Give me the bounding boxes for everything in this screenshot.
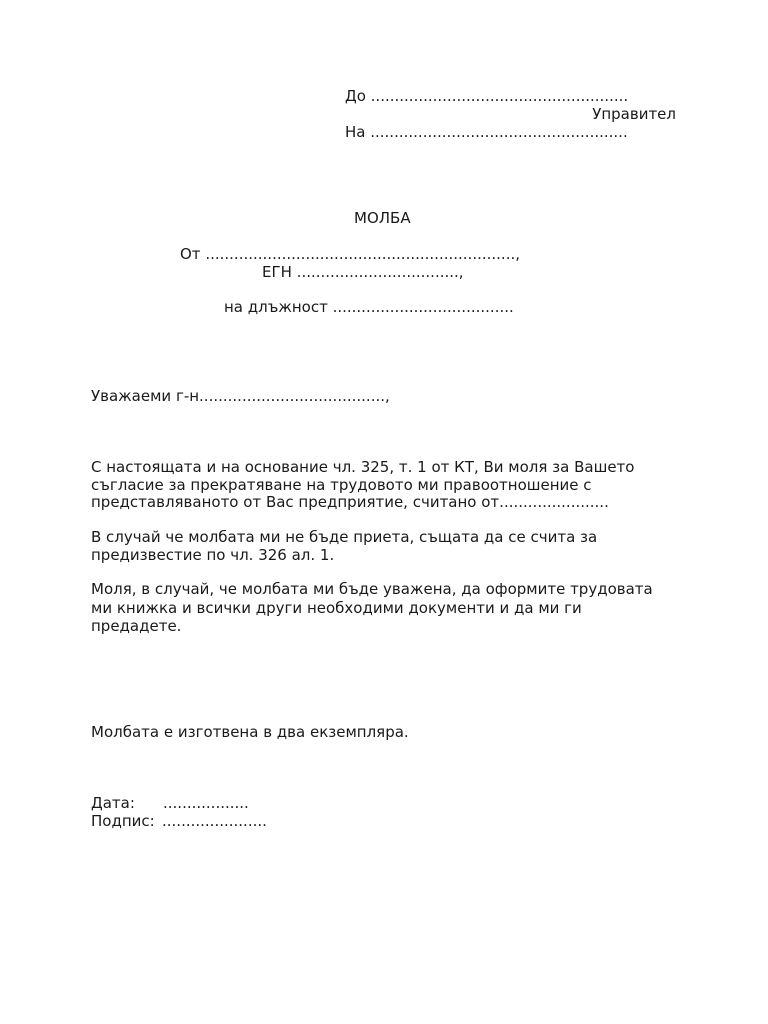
document-title: МОЛБА xyxy=(354,209,411,227)
signature-value: ...................... xyxy=(162,812,267,830)
paragraph-2-line-2: предизвестие по чл. 326 ал. 1. xyxy=(91,546,335,564)
paragraph-2-line-1: В случай че молбата ми не бъде приета, същата да се счита за xyxy=(91,528,598,546)
copies-note: Молбата е изготвена в два екземпляра. xyxy=(91,723,409,741)
paragraph-1-line-3: представляваното от Вас предприятие, считано от....................... xyxy=(91,493,609,511)
paragraph-3-line-1: Моля, в случай, че молбата ми бъде уважена, да оформите трудовата xyxy=(91,580,653,598)
date-label: Дата: xyxy=(91,794,135,812)
paragraph-1-line-2: съгласие за прекратяване на трудовото ми правоотношение с xyxy=(91,476,592,494)
sender-egn-line: ЕГН .................................., xyxy=(262,263,464,281)
sender-position-line: на длъжност ...................................... xyxy=(224,298,514,316)
paragraph-3-line-3: предадете. xyxy=(91,617,182,635)
paragraph-1-line-1: С настоящата и на основание чл. 325, т. 1 от КТ, Ви моля за Вашето xyxy=(91,458,635,476)
sender-from-line: От ................................................................., xyxy=(180,245,521,263)
salutation: Уважаеми г-н......................................., xyxy=(91,387,390,405)
addressee-to-line: До ...................................................... xyxy=(345,87,629,105)
paragraph-3-line-2: ми книжка и всички други необходими документи и да ми ги xyxy=(91,599,582,617)
signature-label: Подпис: xyxy=(91,812,155,830)
date-value: .................. xyxy=(163,794,249,812)
addressee-title: Управител xyxy=(592,105,676,123)
addressee-of-line: На ...................................................... xyxy=(345,123,628,141)
